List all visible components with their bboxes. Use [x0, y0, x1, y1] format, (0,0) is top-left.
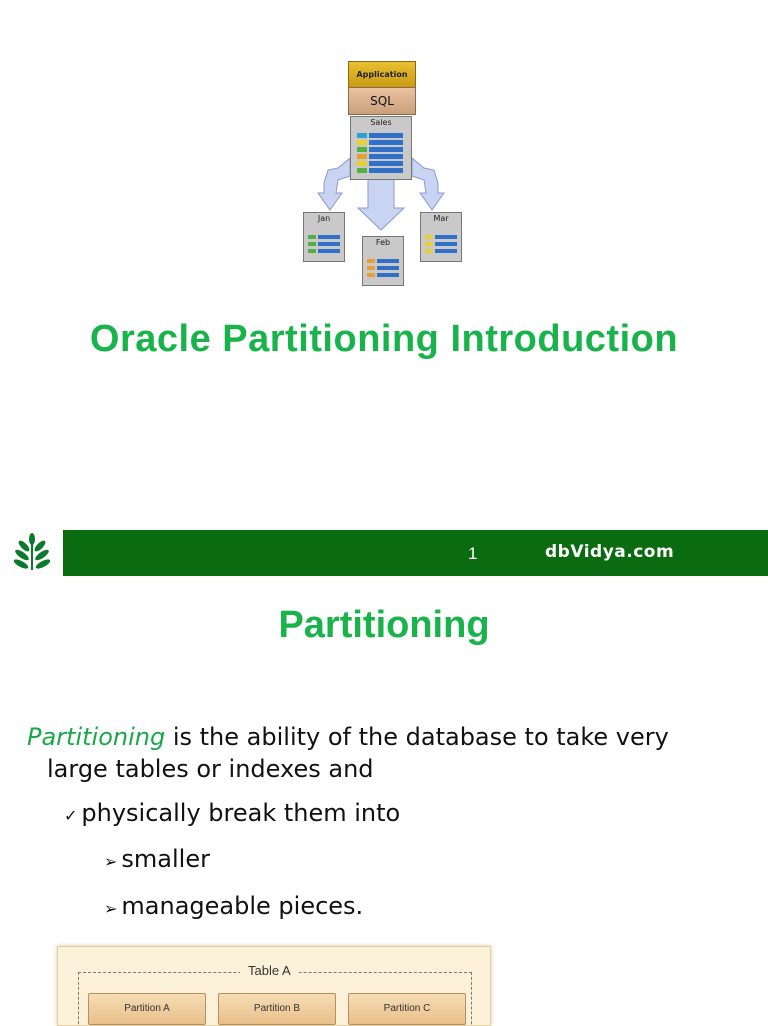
checkmark-icon: ✓ [64, 806, 78, 825]
arrowhead-bullet-icon: ➢ [104, 899, 118, 918]
bullet-manageable [104, 892, 363, 920]
partitioning-diagram [298, 58, 466, 290]
partition-b-box: Partition B [218, 993, 336, 1025]
sales-table-icon [350, 116, 412, 180]
intro-paragraph [27, 721, 757, 785]
partition-a-box: Partition A [88, 993, 206, 1025]
mar-table-icon [420, 212, 462, 262]
sales-label: Sales [370, 118, 392, 127]
slide1-title: Oracle Partitioning Introduction [89, 318, 679, 360]
feb-grid-graphic [363, 249, 403, 285]
slide2-title: Partitioning [278, 604, 490, 646]
feb-label: Feb [375, 238, 391, 247]
bullet-physically [64, 799, 400, 827]
jan-table-icon [303, 212, 345, 262]
bullet-smaller-text: smaller [121, 845, 210, 873]
mar-label: Mar [433, 214, 449, 223]
feb-table-icon [362, 236, 404, 286]
page-number: 1 [468, 544, 478, 563]
table-a-figure [57, 946, 491, 1026]
intro-rest: is the ability of the database to take very [165, 723, 669, 751]
bullet-smaller [104, 845, 210, 873]
sales-grid-graphic [351, 129, 411, 179]
jan-grid-graphic [304, 225, 344, 261]
table-a-label: Table A [240, 963, 299, 978]
jan-label: Jan [317, 214, 331, 223]
bullet-manageable-text: manageable pieces. [121, 892, 364, 920]
intro-line1 [27, 721, 757, 753]
intro-term: Partitioning [27, 723, 166, 751]
brand-label: dbVidya.com [545, 542, 675, 562]
intro-line2: large tables or indexes and [47, 755, 374, 783]
partition-c-box: Partition C [348, 993, 466, 1025]
mar-grid-graphic [421, 225, 461, 261]
bullet-physically-text: physically break them into [81, 799, 401, 827]
arrowhead-bullet-icon: ➢ [104, 852, 118, 871]
sql-box: SQL [348, 87, 416, 115]
leaf-logo-icon [10, 532, 54, 572]
application-box: Application [348, 61, 416, 89]
